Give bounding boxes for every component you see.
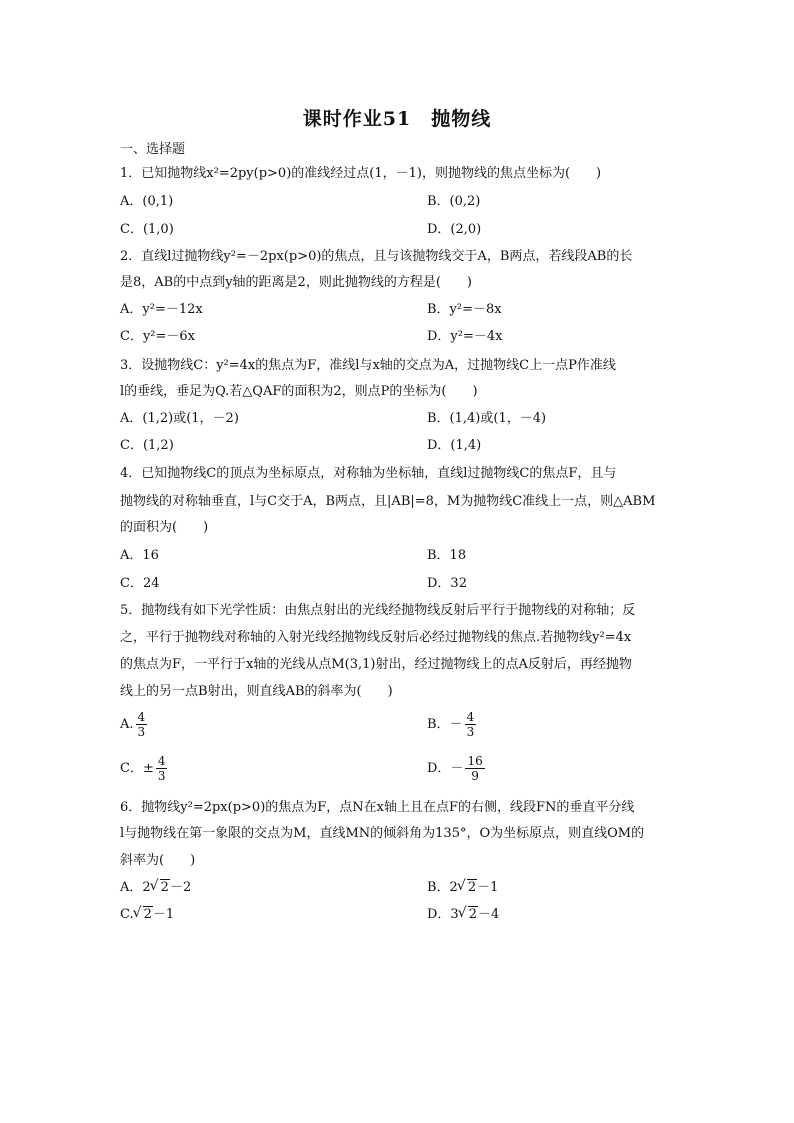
q6-option-d	[427, 905, 499, 925]
question-5-stem-line2: 之，平行于抛物线对称轴的入射光线经抛物线反射后必经过抛物线的焦点.若抛物线y²=4x	[120, 630, 632, 645]
question-3-stem-line2: l的垂线，垂足为Q.若△QAF的面积为2，则点P的坐标为( )	[120, 384, 478, 399]
q5-option-c-prefix: C．±	[120, 761, 154, 776]
question-6-stem-line2: l与抛物线在第一象限的交点为M，直线MN的倾斜角为135°，O为坐标原点，则直线OM的	[120, 826, 645, 841]
q4-option-c: C．24	[120, 576, 160, 591]
q6-option-a-prefix: A．2	[120, 880, 151, 895]
radicand: 2	[468, 907, 477, 922]
q6-option-b-prefix: B．2	[427, 880, 458, 895]
q1-option-c: C．(1,0)	[120, 222, 174, 237]
q5-option-d-prefix: D．－	[427, 761, 464, 776]
fraction-denominator: 3	[157, 769, 166, 783]
q6-option-a-suffix: －2	[169, 880, 192, 895]
question-1-stem: 1．已知抛物线x²=2py(p>0)的准线经过点(1，－1)，则抛物线的焦点坐标为( )	[120, 166, 602, 181]
q4-option-d: D．32	[427, 576, 467, 591]
q1-option-a: A．(0,1)	[120, 194, 174, 209]
q6-option-c-suffix: －1	[152, 907, 175, 922]
fraction-numerator: 16	[467, 754, 483, 768]
radicand: 2	[160, 880, 169, 895]
sqrt-symbol	[134, 905, 153, 925]
q2-option-a: A．y²=－12x	[120, 302, 203, 317]
q2-option-b: B．y²=－8x	[427, 302, 502, 317]
q6-option-d-prefix: D．3	[427, 907, 459, 922]
question-6-stem-line3: 斜率为( )	[120, 853, 196, 868]
q5-option-c-fraction	[156, 754, 168, 783]
q3-option-d: D．(1,4)	[427, 438, 482, 453]
fraction-numerator: 4	[466, 710, 475, 724]
section-heading: 一、选择题	[120, 142, 186, 157]
q4-option-a: A．16	[120, 548, 159, 563]
question-6-stem-line1: 6．抛物线y²=2px(p>0)的焦点为F，点N在x轴上且在点F的右侧，线段FN的垂直平分线	[120, 800, 635, 815]
q6-option-a	[120, 878, 191, 898]
q2-option-c: C．y²=－6x	[120, 329, 195, 344]
q1-option-b: B．(0,2)	[427, 194, 481, 209]
q2-option-d: D．y²=－4x	[427, 329, 503, 344]
q5-option-a-prefix: A.	[120, 717, 134, 732]
q4-option-b: B．18	[427, 548, 467, 563]
fraction-denominator: 3	[466, 725, 475, 739]
q5-option-d	[427, 754, 487, 783]
question-2-stem-line2: 是8，AB的中点到y轴的距离是2，则此抛物线的方程是( )	[120, 275, 472, 290]
page-title: 课时作业51 抛物线	[302, 108, 492, 130]
fraction-denominator: 9	[465, 768, 484, 783]
question-3-stem-line1: 3．设抛物线C：y²=4x的焦点为F，准线l与x轴的交点为A，过抛物线C上一点P作准线	[120, 358, 616, 373]
q3-option-a: A．(1,2)或(1，－2)	[120, 411, 239, 426]
fraction-numerator: 4	[137, 710, 146, 724]
q6-option-c	[120, 905, 174, 925]
sqrt-symbol	[459, 905, 478, 925]
q3-option-c: C．(1,2)	[120, 438, 174, 453]
question-4-stem-line1: 4．已知抛物线C的顶点为坐标原点，对称轴为坐标轴，直线l过抛物线C的焦点F，且与	[120, 466, 617, 481]
q5-option-b	[427, 710, 478, 739]
sqrt-symbol	[151, 878, 170, 898]
q6-option-b-suffix: －1	[477, 880, 499, 895]
question-5-stem-line3: 的焦点为F，一平行于x轴的光线从点M(3,1)射出，经过抛物线上的点A反射后，再经抛物	[120, 657, 632, 672]
q1-option-d: D．(2,0)	[427, 222, 482, 237]
q3-option-b: B．(1,4)或(1，－4)	[427, 411, 547, 426]
q5-option-a	[120, 710, 149, 739]
q5-option-a-fraction	[136, 710, 148, 739]
q5-option-c	[120, 754, 169, 783]
q5-option-b-prefix: B．－	[427, 717, 463, 732]
q5-option-b-fraction	[465, 710, 477, 739]
radicand: 2	[467, 880, 477, 895]
fraction-denominator: 3	[137, 725, 146, 739]
radicand: 2	[143, 907, 152, 922]
question-2-stem-line1: 2．直线l过抛物线y²=－2px(p>0)的焦点，且与该抛物线交于A，B两点，若线段AB的长	[120, 249, 633, 264]
q6-option-c-prefix: C.	[120, 907, 134, 922]
question-5-stem-line1: 5．抛物线有如下光学性质：由焦点射出的光线经抛物线反射后平行于抛物线的对称轴；反	[120, 603, 636, 618]
question-4-stem-line3: 的面积为( )	[120, 520, 209, 535]
question-5-stem-line4: 线上的另一点B射出，则直线AB的斜率为( )	[120, 684, 393, 699]
question-4-stem-line2: 抛物线的对称轴垂直，l与C交于A，B两点，且|AB|=8，M为抛物线C准线上一点，则△ABM	[120, 494, 656, 509]
q6-option-b	[427, 878, 498, 898]
fraction-numerator: 4	[157, 754, 166, 768]
sqrt-symbol	[458, 878, 477, 898]
q6-option-d-suffix: －4	[477, 907, 500, 922]
q5-option-d-fraction	[465, 754, 484, 783]
